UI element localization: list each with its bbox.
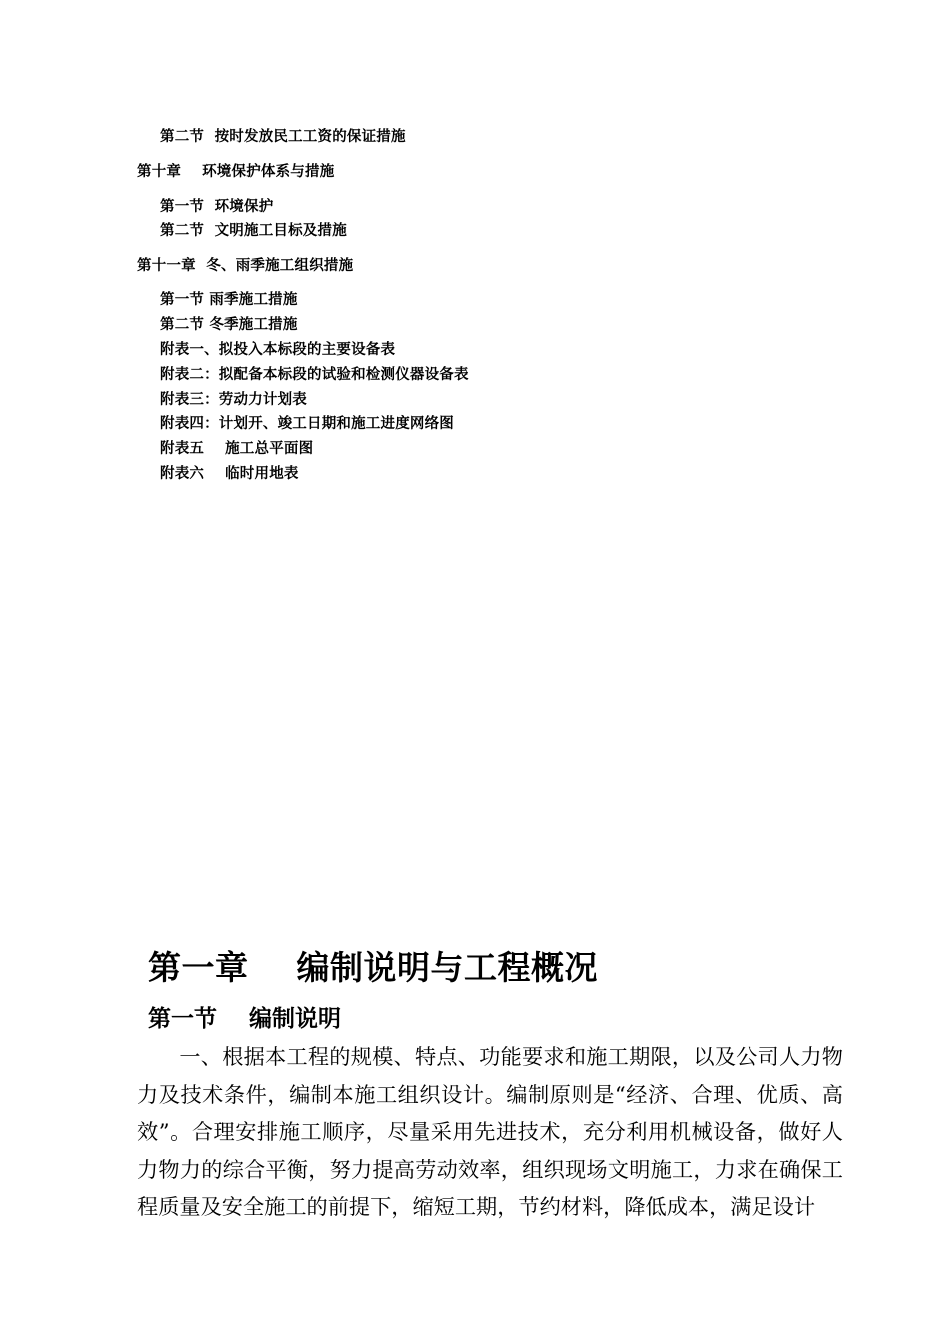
toc-item: 附表二：拟配备本标段的试验和检测仪器设备表 — [160, 367, 469, 383]
section-title: 第一节 编制说明 — [148, 1006, 342, 1032]
toc-item: 附表六 临时用地表 — [160, 466, 299, 482]
toc-item: 附表五 施工总平面图 — [160, 441, 314, 457]
toc-item: 第一节 雨季施工措施 — [160, 292, 298, 308]
toc-item: 第十一章 冬、雨季施工组织措施 — [137, 258, 354, 274]
toc-item: 第二节 文明施工目标及措施 — [160, 223, 347, 239]
toc-item: 附表四：计划开、竣工日期和施工进度网络图 — [160, 416, 454, 432]
body-paragraph: 一、根据本工程的规模、特点、功能要求和施工期限，以及公司人力物力及技术条件，编制本施工组织设计。编制原则是“经济、合理、优质、高效”。合理安排施工顺序，尽量采用先进技术，充分利用机械设备，做好人力物力的综合平衡，努力提高劳动效率，组织现场文明施工，力求在确保工程质量及安全施工的前提下，缩短工期，节约材料，降低成本，满足设计 — [137, 1044, 843, 1219]
toc-item: 附表一、拟投入本标段的主要设备表 — [160, 342, 396, 358]
chapter-title: 第一章 编制说明与工程概况 — [148, 948, 598, 987]
toc-item: 第二节 按时发放民工工资的保证措施 — [160, 129, 406, 145]
toc-item: 附表三：劳动力计划表 — [160, 392, 307, 408]
toc-item: 第二节 冬季施工措施 — [160, 317, 298, 333]
toc-item: 第十章 环境保护体系与措施 — [137, 164, 335, 180]
toc-item: 第一节 环境保护 — [160, 199, 274, 215]
